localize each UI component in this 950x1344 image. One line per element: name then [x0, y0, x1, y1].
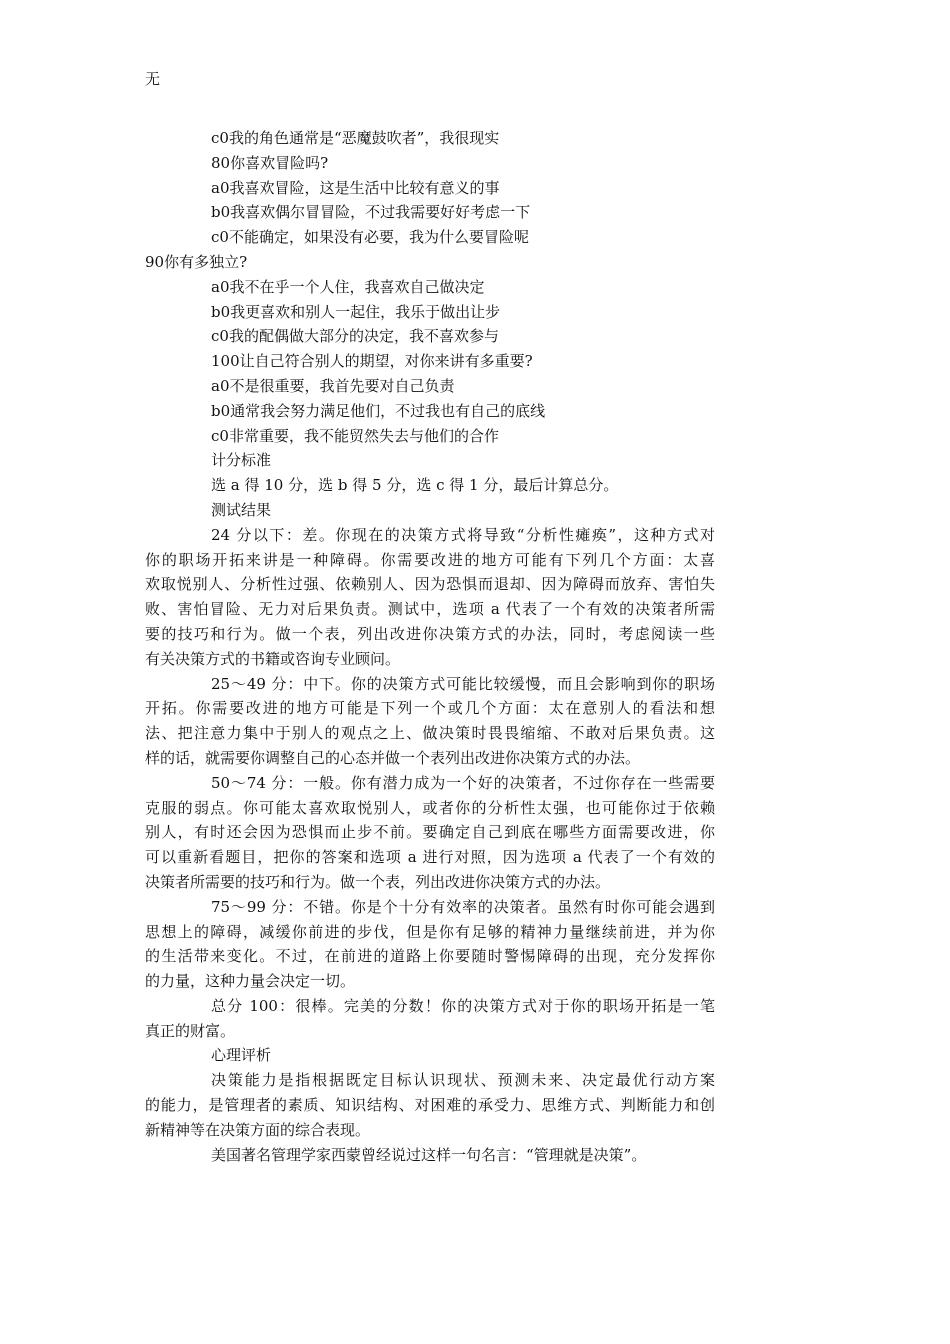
text-line: 思想上的障碍，减缓你前进的步伐，但是你有足够的精神力量继续前进，并为你: [145, 922, 715, 941]
document-body: [145, 126, 715, 1167]
text-line: c0不能确定，如果没有必要，我为什么要冒险呢: [211, 228, 529, 247]
text-line: a0不是很重要，我首先要对自己负责: [211, 376, 455, 395]
text-line: a0我喜欢冒险，这是生活中比较有意义的事: [211, 178, 500, 197]
text-line: c0我的配偶做大部分的决定，我不喜欢参与: [211, 327, 499, 346]
text-line: 法、把注意力集中于别人的观点之上、做决策时畏畏缩缩、不敢对后果负责。这: [145, 724, 715, 743]
text-line: 欢取悦别人、分析性过强、依赖别人、因为恐惧而退却、因为障碍而放弃、害怕失: [145, 575, 715, 594]
text-line: 样的话，就需要你调整自己的心态并做一个表列出改进你决策方式的办法。: [145, 748, 641, 767]
text-line: 75～99 分：不错。你是个十分有效率的决策者。虽然有时你可能会遇到: [211, 897, 715, 916]
text-line: 美国著名管理学家西蒙曾经说过这样一句名言：“管理就是决策”。: [211, 1145, 647, 1164]
page-header-mark: 无: [145, 70, 161, 88]
text-line: 100让自己符合别人的期望，对你来讲有多重要?: [211, 352, 533, 371]
text-line: 要的技巧和行为。做一个表，列出改进你决策方式的办法，同时，考虑阅读一些: [145, 624, 715, 643]
text-line: 25～49 分：中下。你的决策方式可能比较缓慢，而且会影响到你的职场: [211, 674, 715, 693]
text-line: 败、害怕冒险、无力对后果负责。测试中，选项 a 代表了一个有效的决策者所需: [145, 600, 715, 619]
text-line: a0我不在乎一个人住，我喜欢自己做决定: [211, 277, 485, 296]
text-line: 计分标准: [211, 451, 272, 470]
text-line: c0非常重要，我不能贸然失去与他们的合作: [211, 426, 499, 445]
text-line: 80你喜欢冒险吗?: [211, 153, 329, 172]
text-line: c0我的角色通常是“恶魔鼓吹者”，我很现实: [211, 129, 500, 147]
text-line: 心理评析: [211, 1046, 272, 1065]
text-line: 决策能力是指根据既定目标认识现状、预测未来、决定最优行动方案: [211, 1071, 715, 1090]
text-line: 真正的财富。: [145, 1021, 236, 1040]
text-line: 的能力，是管理者的素质、知识结构、对困难的承受力、思维方式、判断能力和创: [145, 1096, 715, 1115]
text-line: 你的职场开拓来讲是一种障碍。你需要改进的地方可能有下列几个方面：太喜: [145, 550, 715, 569]
text-line: b0我更喜欢和别人一起住，我乐于做出让步: [211, 302, 501, 321]
text-line: 克服的弱点。你可能太喜欢取悦别人，或者你的分析性太强，也可能你过于依赖: [145, 798, 715, 817]
text-line: 开拓。你需要改进的地方可能是下列一个或几个方面：太在意别人的看法和想: [145, 699, 715, 718]
text-line: 90你有多独立?: [145, 252, 248, 271]
text-line: b0我喜欢偶尔冒冒险，不过我需要好好考虑一下: [211, 203, 531, 222]
text-line: 新精神等在决策方面的综合表现。: [145, 1120, 371, 1139]
text-line: 决策者所需要的技巧和行为。做一个表，列出改进你决策方式的办法。: [145, 872, 611, 891]
text-line: b0通常我会努力满足他们，不过我也有自己的底线: [211, 401, 546, 420]
text-line: 可以重新看题目，把你的答案和选项 a 进行对照，因为选项 a 代表了一个有效的: [145, 848, 715, 867]
text-line: 别人，有时还会因为恐惧而止步不前。要确定自己到底在哪些方面需要改进，你: [145, 823, 715, 842]
text-line: 的力量，这种力量会决定一切。: [145, 972, 356, 991]
text-line: 50～74 分：一般。你有潜力成为一个好的决策者，不过你存在一些需要: [211, 773, 715, 792]
text-line: 总分 100：很棒。完美的分数！你的决策方式对于你的职场开拓是一笔: [211, 996, 715, 1015]
text-line: 测试结果: [211, 500, 272, 519]
text-line: 选 a 得 10 分，选 b 得 5 分，选 c 得 1 分，最后计算总分。: [211, 476, 619, 495]
text-line: 24 分以下：差。你现在的决策方式将导致“分析性瘫痪”，这种方式对: [211, 525, 715, 544]
text-line: 的生活带来变化。不过，在前进的道路上你要随时警惕障碍的出现，充分发挥你: [145, 947, 715, 966]
text-line: 有关决策方式的书籍或咨询专业顾问。: [145, 649, 401, 668]
